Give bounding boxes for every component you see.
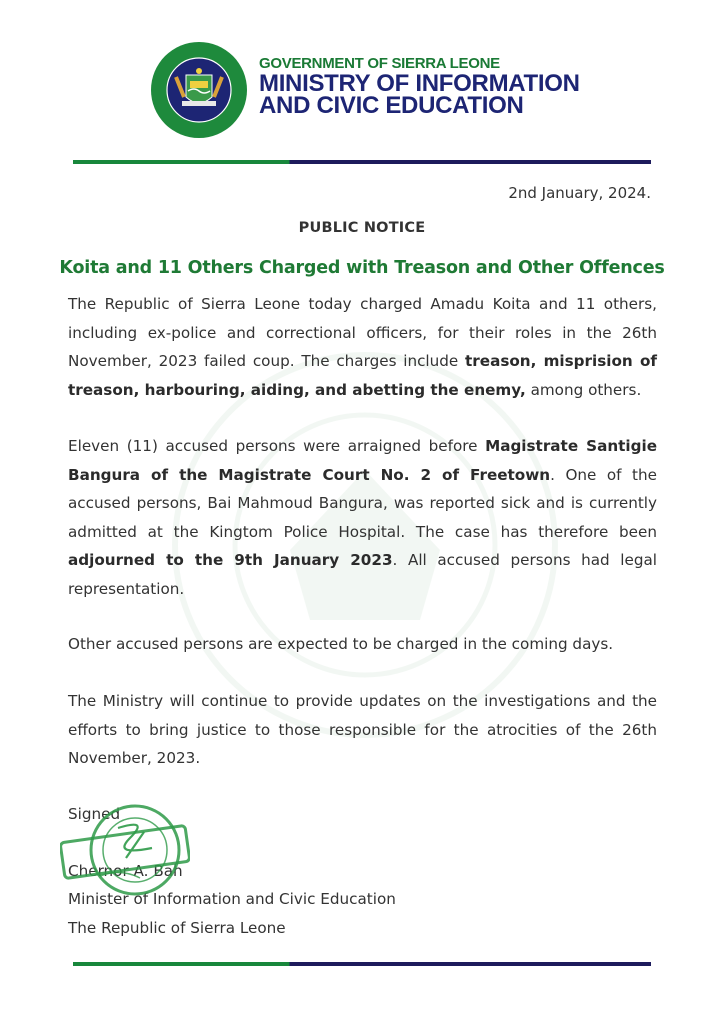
ministry-title-line2: AND CIVIC EDUCATION bbox=[259, 92, 524, 119]
paragraph-3: Other accused persons are expected to be charged in the coming days. bbox=[68, 635, 614, 653]
signed-label: Signed bbox=[68, 805, 121, 823]
official-stamp bbox=[60, 798, 190, 908]
ministry-seal-logo bbox=[150, 41, 248, 139]
header-block bbox=[259, 55, 580, 117]
signatory-name: Chernor A. Bah bbox=[68, 862, 183, 880]
government-title: GOVERNMENT OF SIERRA LEONE bbox=[259, 55, 500, 72]
notice-headline: Koita and 11 Others Charged with Treason and Other Offences bbox=[59, 258, 665, 278]
paragraph-2: Eleven (11) accused persons were arraigned before Magistrate Santigie Bangura of the Magistrate Court No. 2 of Freetown. One of the accused persons, Bai Mahmoud Bangura, was reported sick and is currently admitted at the Kingtom Police Hospital. The case has therefore been adjourned to the 9th January 2023. All accused persons had legal representation. bbox=[68, 437, 658, 598]
notice-label: PUBLIC NOTICE bbox=[298, 220, 426, 236]
signatory-title: Minister of Information and Civic Education bbox=[68, 890, 396, 908]
signatory-organisation: The Republic of Sierra Leone bbox=[68, 919, 286, 937]
paragraph-1: The Republic of Sierra Leone today charged Amadu Koita and 11 others, including ex-police and correctional officers, for their roles in the 26th November, 2023 failed coup. The charges include treason, misprision of treason, harbouring, aiding, and abetting the enemy, among others. bbox=[68, 295, 657, 399]
paragraph-4: The Ministry will continue to provide updates on the investigations and the efforts to bring justice to those responsible for the atrocities of the 26th November, 2023. bbox=[68, 692, 657, 768]
header-divider bbox=[73, 160, 651, 164]
ministry-title-line1: MINISTRY OF INFORMATION bbox=[259, 70, 580, 97]
notice-date: 2nd January, 2024. bbox=[508, 184, 651, 202]
footer-divider bbox=[73, 962, 651, 966]
